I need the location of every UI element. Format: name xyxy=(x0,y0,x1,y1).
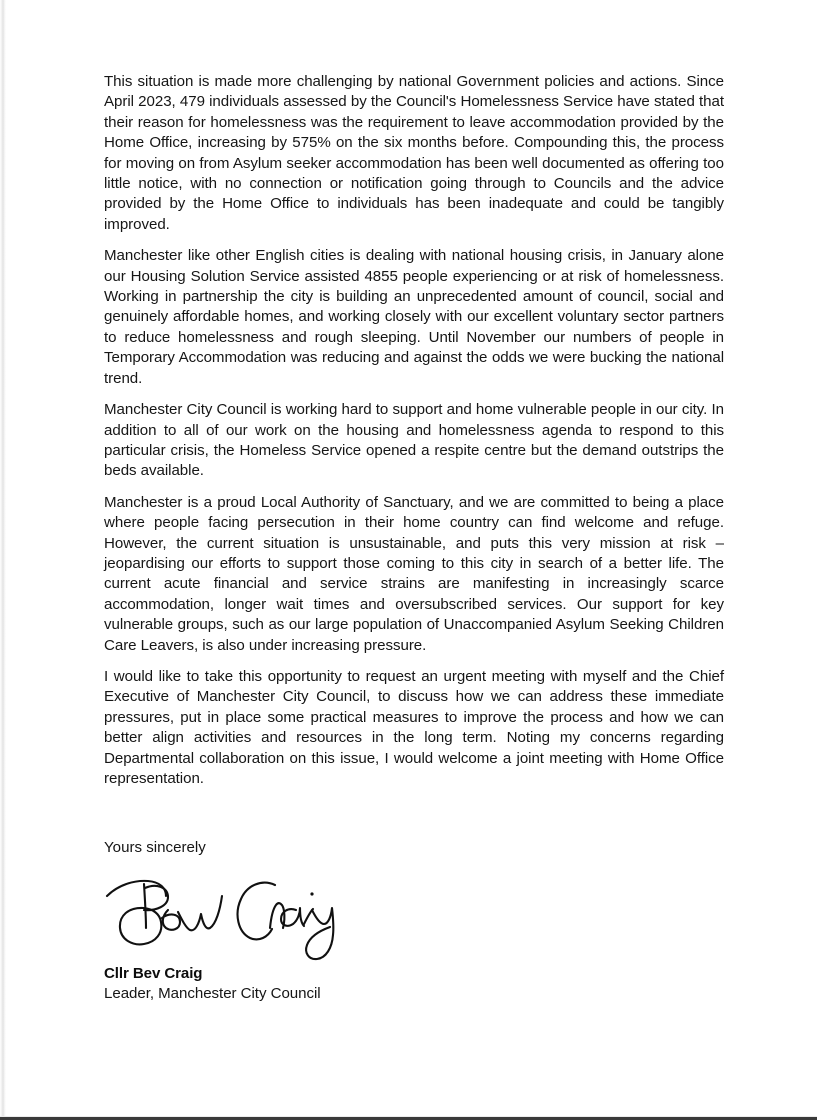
letter-body xyxy=(104,72,724,789)
signoff-name: Cllr Bev Craig xyxy=(104,965,203,982)
signoff-salutation: Yours sincerely xyxy=(104,839,206,856)
letter-paragraph: Manchester is a proud Local Authority of Sanctuary, and we are committed to being a place where people facing persecution in their home country can find welcome and refuge. However, the current situation is unsustainable, and puts this very mission at risk – jeopardising our efforts to support those coming to this city in search of a better life. The current acute financial and service strains are manifesting in increasingly scarce accommodation, longer wait times and oversubscribed services. Our support for key vulnerable groups, such as our large population of Unaccompanied Asylum Seeking Children Care Leavers, is also under increasing pressure. xyxy=(104,493,724,654)
letter-paragraph: Manchester like other English cities is dealing with national housing crisis, in January alone our Housing Solution Service assisted 4855 people experiencing or at risk of homelessness. Working in partnership the city is building an unprecedented amount of council, social and genuinely affordable homes, and working closely with our excellent voluntary sector partners to reduce homelessness and rough sleeping. Until November our numbers of people in Temporary Accommodation was reducing and against the odds we were bucking the national trend. xyxy=(104,247,724,387)
signoff-block xyxy=(104,838,724,1004)
signoff-role: Leader, Manchester City Council xyxy=(104,985,321,1002)
letter-paragraph: This situation is made more challenging by national Government policies and actions. Since April 2023, 479 individuals assessed by the Council's Homelessness Service have stated that their reason for homelessness was the requirement to leave accommodation provided by the Home Office, increasing by 575% on the six months before. Compounding this, the process for moving on from Asylum seeker accommodation has been well documented as offering too little notice, with no connection or notification going through to Councils and the advice provided by the Home Office to individuals has been inadequate and could be tangibly improved. xyxy=(104,73,724,233)
signature-image xyxy=(104,872,364,964)
letter-paragraph: I would like to take this opportunity to request an urgent meeting with myself and the Chief Executive of Manchester City Council, to discuss how we can address these immediate pressures, put in place some practical measures to improve the process and how we can better align activities and resources in the long term. Noting my concerns regarding Departmental collaboration on this issue, I would welcome a joint meeting with Home Office representation. xyxy=(104,667,724,787)
letter-paragraph: Manchester City Council is working hard to support and home vulnerable people in our city. In addition to all of our work on the housing and homelessness agenda to respond to this particular crisis, the Homeless Service opened a respite centre but the demand outstrips the beds available. xyxy=(104,401,724,480)
signature-svg xyxy=(104,872,354,964)
page-edge-shadow xyxy=(0,0,6,1117)
